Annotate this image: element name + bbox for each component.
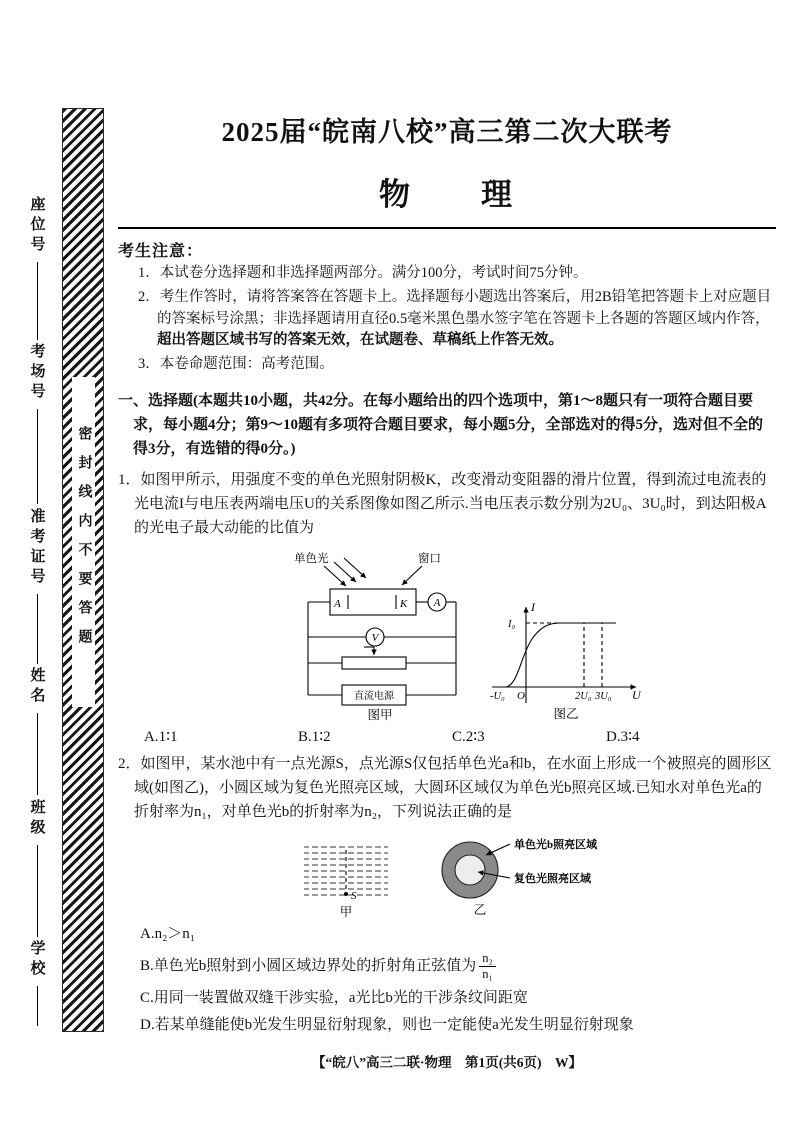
main-content bbox=[118, 98, 776, 1037]
origin-label: O bbox=[517, 689, 525, 702]
figure-caption: 乙 bbox=[473, 903, 487, 918]
photocurrent-curve bbox=[506, 623, 616, 687]
fraction-numerator: n₂ bbox=[479, 951, 496, 967]
window-label: 窗口 bbox=[418, 552, 441, 565]
figure-caption: 图甲 bbox=[367, 707, 393, 721]
center-region-label: 复色光照亮区域 bbox=[514, 873, 591, 886]
source-label: S bbox=[351, 890, 357, 903]
option-c: C.2∶3 bbox=[452, 728, 485, 745]
field-label: 姓名 bbox=[28, 667, 45, 708]
option-d: D.3∶4 bbox=[606, 728, 640, 745]
subject-title: 物 理 bbox=[379, 177, 515, 212]
q1-circuit-figure bbox=[290, 549, 468, 721]
question-2-figures bbox=[294, 830, 776, 918]
u3-label: 3U₀ bbox=[595, 690, 612, 702]
question-2-option-c: C.用同一装置做双缝干涉实验，a光比b光的干涉条纹间距宽 bbox=[140, 989, 528, 1006]
field-blank-line bbox=[37, 845, 38, 937]
notice-item-2-normal: 2．考生作答时，请将答案答在答题卡上。选择题每小题选出答案后，用2B铅笔把答题卡上对应题目的答案标号涂黑；非选择题请用直径0.5毫米黑色墨水签字笔在答题卡上各题的答题区域内作答， bbox=[138, 288, 772, 327]
seal-strip bbox=[62, 108, 104, 1032]
figure-caption: 图乙 bbox=[553, 706, 579, 721]
student-info-fields bbox=[20, 196, 54, 1026]
q2-water-figure bbox=[294, 838, 398, 918]
question-1-options bbox=[118, 727, 776, 746]
q1-graph-figure bbox=[484, 597, 649, 721]
window-pointer bbox=[402, 566, 422, 585]
field-label: 座位号 bbox=[28, 196, 45, 256]
center-region bbox=[455, 855, 485, 885]
question-2-option-d: D.若某单缝能使b光发生明显衍射现象，则也一定能使a光发生明显衍射现象 bbox=[140, 1017, 634, 1034]
question-2-option-b bbox=[140, 951, 776, 982]
fraction-denominator: n₁ bbox=[482, 966, 493, 981]
field-name bbox=[27, 667, 48, 795]
field-admission-number bbox=[27, 508, 48, 664]
ring-region-label: 单色光b照亮区域 bbox=[514, 839, 598, 852]
option-a: A.1∶1 bbox=[144, 728, 178, 745]
question-1-stem: 1．如图甲所示，用强度不变的单色光照射阴极K，改变滑动变阻器的滑片位置，得到流过电流表的光电流I与电压表两端电压U的关系图像如图乙所示.当电压表示数分别为2U₀、3U₀时，到达阳极A的光电子最大动能的比值为 bbox=[118, 471, 767, 537]
notice-item-2-bold: 超出答题区域书写的答案无效，在试题卷、草稿纸上作答无效。 bbox=[157, 332, 563, 349]
q2-ring-figure bbox=[424, 830, 686, 918]
seal-text-box bbox=[72, 377, 95, 707]
rheostat bbox=[342, 657, 406, 669]
monochromatic-light-label: 单色光 bbox=[294, 552, 329, 565]
exam-title: 2025届“皖南八校”高三第二次大联考 bbox=[221, 117, 673, 147]
option-b-text: B.单色光b照射到小圆区域边界处的折射角正弦值为 bbox=[140, 957, 477, 974]
field-blank-line bbox=[37, 262, 38, 340]
field-blank-line bbox=[37, 594, 38, 664]
question-2-option-a: A.n₂＞n₁ bbox=[140, 926, 196, 943]
page-footer: 【“皖八”高三二联·物理 第1页(共6页) W】 bbox=[312, 1055, 582, 1070]
figure-caption: 甲 bbox=[339, 905, 353, 919]
cathode-label: K bbox=[400, 597, 408, 610]
field-room-number bbox=[27, 343, 48, 504]
u2-label: 2U₀ bbox=[575, 690, 592, 702]
ammeter-label: A bbox=[433, 596, 441, 609]
refraction-ratio-fraction bbox=[479, 951, 496, 982]
x-axis-label: U bbox=[632, 687, 641, 702]
field-blank-line bbox=[37, 986, 38, 1026]
section-1-heading: 一、选择题(本题共10小题，共42分。在每小题给出的四个选项中，第1～8题只有一项符合题目要求，每小题4分；第9～10题有多项符合题目要求，每小题5分，全部选对的得5分，选对但不全的得3分，有选错的得0分。) bbox=[118, 392, 764, 458]
y-axis-label: I bbox=[531, 599, 535, 614]
light-ray bbox=[334, 562, 356, 582]
light-ray bbox=[324, 566, 346, 586]
notice-heading: 考生注意： bbox=[118, 243, 204, 260]
option-b: B.1∶2 bbox=[298, 728, 331, 745]
notice-item-3: 3．本卷命题范围：高考范围。 bbox=[138, 356, 334, 372]
neg-u0-label: -U₀ bbox=[490, 690, 505, 702]
voltmeter-label: V bbox=[371, 631, 379, 644]
field-label: 准考证号 bbox=[28, 507, 45, 588]
question-2-stem: 2．如图甲，某水池中有一点光源S，点光源S仅包括单色光a和b，在水面上形成一个被照亮的圆形区域(如图乙)，小圆区域为复色光照亮区域，大圆环区域仅为单色光b照亮区域.已知水对单色光a的折射率为n₁，对单色光b的折射率为n₂，下列说法正确的是 bbox=[118, 755, 772, 821]
i0-label: I₀ bbox=[508, 618, 516, 630]
field-school bbox=[27, 940, 48, 1026]
field-label: 班级 bbox=[28, 798, 45, 839]
question-1-figures bbox=[290, 549, 776, 721]
notice-item-1: 1．本试卷分选择题和非选择题两部分。满分100分，考试时间75分钟。 bbox=[138, 265, 588, 281]
anode-label: A bbox=[334, 597, 341, 610]
light-ray bbox=[344, 558, 366, 578]
point-source-dot bbox=[344, 892, 348, 896]
field-seat-number bbox=[27, 196, 48, 340]
seal-line-text: 密封线内不要答题 bbox=[76, 426, 92, 658]
field-blank-line bbox=[37, 713, 38, 795]
notice-item-2 bbox=[138, 287, 776, 352]
field-label: 考场号 bbox=[28, 343, 45, 404]
header-divider bbox=[118, 227, 776, 229]
dc-power-label: 直流电源 bbox=[354, 690, 394, 702]
field-blank-line bbox=[37, 409, 38, 504]
field-label: 学校 bbox=[28, 939, 45, 980]
field-class bbox=[27, 799, 48, 937]
